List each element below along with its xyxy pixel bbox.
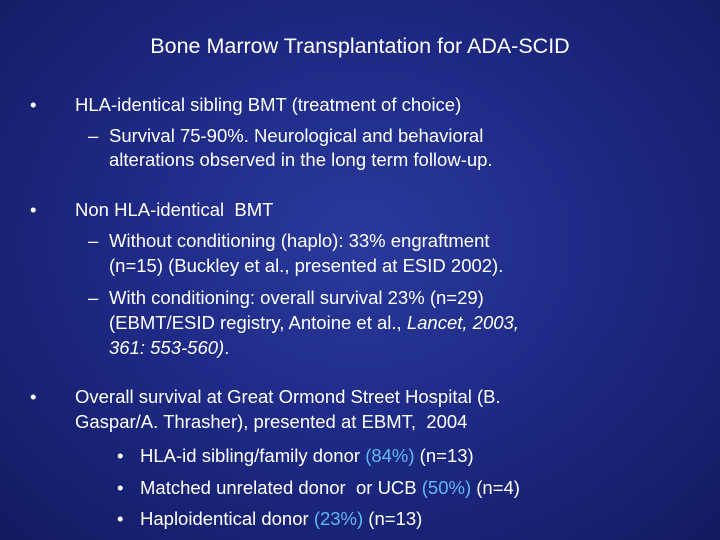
subitem-line: Without conditioning (haplo): 33% engraftment (109, 230, 490, 251)
slide-title: Bone Marrow Transplantation for ADA-SCID (150, 34, 570, 58)
dash-icon: – (88, 125, 99, 146)
bullet-icon: • (117, 508, 124, 529)
section-heading: Gaspar/A. Thrasher), presented at EBMT, 2004 (75, 411, 468, 432)
result-label: Matched unrelated donor or UCB (140, 477, 422, 498)
bullet-icon: • (30, 94, 37, 115)
subitem-line: (n=15) (Buckley et al., presented at ESID 2002). (109, 255, 504, 276)
result-label: HLA-id sibling/family donor (140, 445, 366, 466)
bullet-icon: • (117, 477, 124, 498)
section-heading: Overall survival at Great Ormond Street Hospital (B. (75, 386, 501, 407)
result-percent: (50%) (421, 477, 472, 498)
dash-icon: – (88, 287, 99, 308)
citation-end: . (224, 337, 230, 358)
result-n: (n=13) (414, 445, 474, 466)
subitem-line: Survival 75-90%. Neurological and behavioral (109, 125, 484, 146)
citation-text: (EBMT/ESID registry, Antoine et al., (109, 312, 407, 333)
result-n: (n=4) (471, 477, 520, 498)
bullet-icon: • (30, 199, 37, 220)
subitem-line: alterations observed in the long term follow-up. (109, 149, 493, 170)
citation-journal: Lancet, 2003, (406, 312, 519, 333)
result-text (140, 503, 422, 534)
result-percent: (23%) (313, 508, 364, 529)
result-label: Haploidentical donor (140, 508, 314, 529)
dash-icon: – (88, 230, 99, 251)
subitem-line-citation (109, 332, 229, 363)
result-percent: (84%) (365, 445, 415, 466)
result-text (140, 472, 520, 503)
bullet-icon: • (117, 445, 124, 466)
bullet-icon: • (30, 386, 37, 407)
section-heading: Non HLA-identical BMT (75, 199, 274, 220)
section-heading: HLA-identical sibling BMT (treatment of choice) (75, 94, 462, 115)
subitem-line: With conditioning: overall survival 23% (n=29) (109, 287, 484, 308)
citation-volume: 361: 553-560) (109, 337, 225, 358)
result-n: (n=13) (363, 508, 423, 529)
result-text (140, 440, 474, 471)
